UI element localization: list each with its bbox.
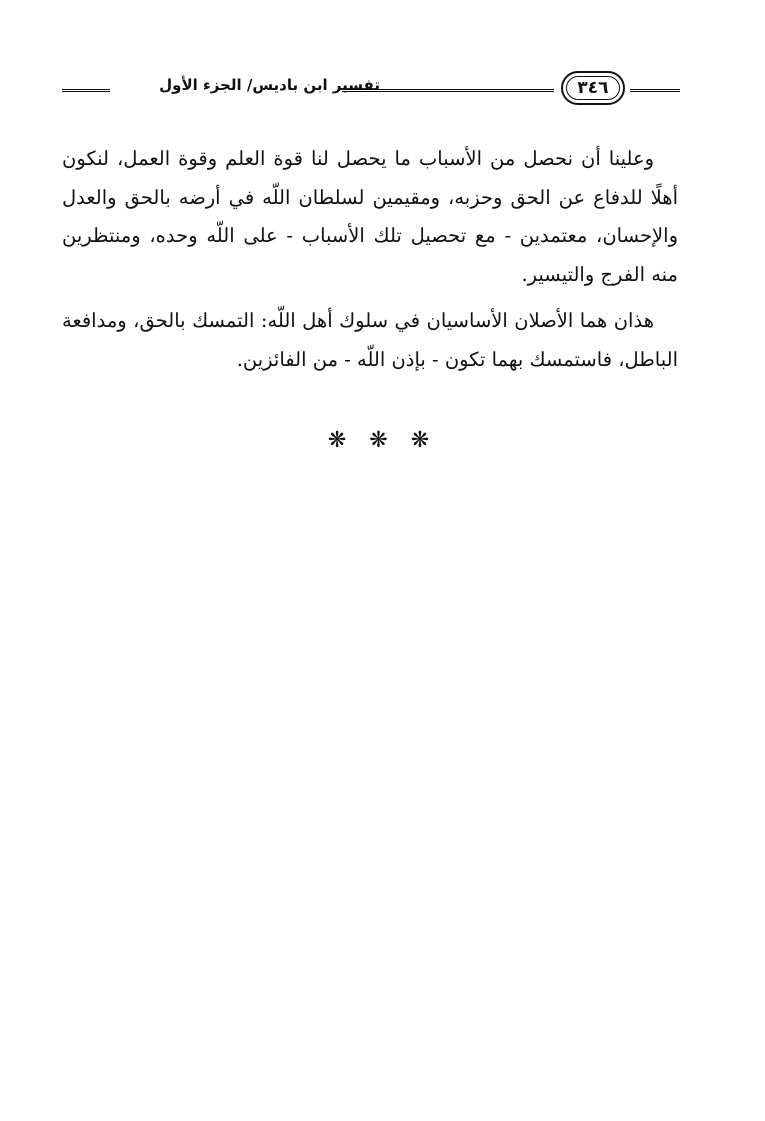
page-number: ٣٤٦ (561, 71, 625, 105)
paragraph-1: وعلينا أن نحصل من الأسباب ما يحصل لنا قوة العلم وقوة العمل، لنكون أهلًا للدفاع عن الحق وحزبه، ومقيمين لسلطان اللّه في أرضه بالحق والعدل والإحسان، معتمدين - مع تحصيل تلك الأسباب - على اللّه وحده، ومنتظرين منه الفرج والتيسير. (62, 147, 678, 286)
running-title: تفسير ابن باديس/ الجزء الأول (159, 76, 380, 94)
page-header (62, 66, 680, 110)
section-ornament: ❋ ❋ ❋ (327, 428, 438, 453)
header-rule-left (62, 89, 110, 92)
body-text (62, 140, 678, 387)
header-rule-right (630, 89, 680, 92)
paragraph-2: هذان هما الأصلان الأساسيان في سلوك أهل اللّه: التمسك بالحق، ومدافعة الباطل، فاستمسك بهما تكون - بإذن اللّه - من الفائزين. (62, 309, 678, 371)
